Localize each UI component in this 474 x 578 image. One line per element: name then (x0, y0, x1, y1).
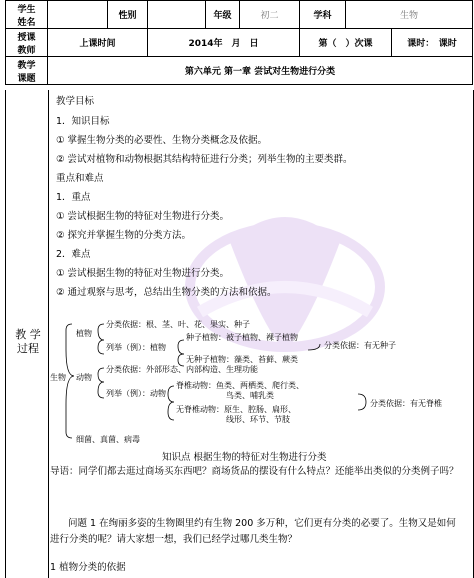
plant-brace-top (98, 324, 104, 340)
diagram-animal-result: 分类依据：有无脊椎 (370, 399, 442, 408)
class-hours: 课时： 课时 (392, 29, 473, 57)
gender-label: 性别 (108, 1, 148, 29)
lesson-topic: 第六单元 第一章 尝试对生物进行分类 (48, 57, 473, 85)
animal-eg-brace-bottom (168, 402, 174, 420)
class-time-value: 2014年 月 日 (148, 29, 300, 57)
keypoint-heading: 1．重点 (56, 192, 91, 203)
class-time-label: 上课时间 (48, 29, 148, 57)
plant-brace-bottom (98, 340, 104, 354)
diagram-plant-basis: 分类依据：根、茎、叶、花、果实、种子 (106, 320, 250, 329)
process-label: 教 学 过程 (15, 328, 41, 355)
diagram-animal-example: 列举（例）：动物 (106, 389, 166, 398)
keypoints-heading: 重点和难点 (56, 173, 104, 184)
gender-value (148, 1, 206, 29)
plant-eg-brace-top (178, 340, 184, 354)
student-name-label: 学生 姓名 (6, 1, 48, 29)
diagram-vertebrate-2: 鸟类、哺乳类 (226, 391, 274, 400)
diagram-seed-plant: 种子植物：被子植物、裸子植物 (186, 333, 298, 342)
root-brace-top (66, 324, 74, 376)
diagram-plant: 植物 (76, 329, 92, 338)
process-content (50, 90, 471, 578)
diagram-nonseed-plant: 无种子植物：藻类、苔藓、蕨类 (186, 355, 298, 364)
difficulty-heading: 2．难点 (56, 249, 91, 260)
diagram-invertebrate-2: 线形、环节、节肢 (226, 415, 290, 424)
diagram-animal: 动物 (76, 373, 92, 382)
animal-brace-bottom (98, 382, 104, 398)
diagram-vertebrate: 脊椎动物：鱼类、两栖类、爬行类、 (176, 381, 304, 390)
diagram-fungi: 细菌、真菌、病毒 (76, 435, 140, 444)
intro-paragraph: 导语：同学们都去逛过商场买东西吧？商场货品的摆设有什么特点？还能举出类似的分类例子吗？ (50, 466, 459, 477)
subject-value: 生物 (346, 1, 473, 29)
teaching-process-row (5, 90, 474, 578)
keypoint-item-2: ② 探究并掌握生物的分类方法。 (56, 230, 192, 241)
knowledge-item-2: ② 尝试对植物和动物根据其结构特征进行分类；列举生物的主要类群。 (56, 154, 353, 165)
grade-value: 初二 (240, 1, 300, 29)
animal-result-brace (358, 394, 366, 410)
diagram-plant-example: 列举（例）：植物 (106, 343, 166, 352)
header-table (5, 0, 473, 85)
subject-label: 学科 (300, 1, 346, 29)
keypoint-item-1: ① 尝试根据生物的特征对生物进行分类。 (56, 211, 230, 222)
subheading: 1 植物分类的依据 (50, 562, 126, 573)
knowledge-goal: 1．知识目标 (56, 116, 110, 127)
session-number: 第（ ）次课 (300, 29, 392, 57)
process-label-cell (6, 90, 49, 578)
animal-eg-brace-top (168, 386, 174, 402)
root-brace-bottom (66, 376, 74, 438)
grade-label: 年级 (206, 1, 240, 29)
classification-diagram (50, 320, 471, 445)
difficulty-item-2: ② 通过观察与思考，总结出生物分类的方法和依据。 (56, 287, 277, 298)
teacher-label: 授课 教师 (6, 29, 48, 57)
plant-result-brace (308, 344, 320, 350)
topic-label: 教学 课题 (6, 57, 48, 85)
diagram-animal-basis: 分类依据：外部形态、内部构造、生理功能 (106, 365, 258, 374)
animal-brace-top (98, 368, 104, 382)
difficulty-item-1: ① 尝试根据生物的特征对生物进行分类。 (56, 268, 230, 279)
diagram-plant-result: 分类依据：有无种子 (324, 341, 396, 350)
diagram-root: 生物 (50, 373, 66, 382)
objectives-heading: 教学目标 (56, 96, 95, 107)
question-paragraph: 问题 1 在绚丽多姿的生物圈里约有生物 200 多万种，它们更有分类的必要了。生物又是如何进行分类的呢？请大家想一想，我们已经学过哪几类生物？ (50, 518, 456, 545)
section-title: 知识点 根据生物的特征对生物进行分类 (162, 452, 327, 463)
lesson-plan-document (5, 0, 472, 85)
knowledge-item-1: ① 掌握生物分类的必要性、生物分类概念及依据。 (56, 135, 268, 146)
diagram-invertebrate: 无脊椎动物：原生、腔肠、扁形、 (176, 405, 296, 414)
student-name-value (48, 1, 108, 29)
